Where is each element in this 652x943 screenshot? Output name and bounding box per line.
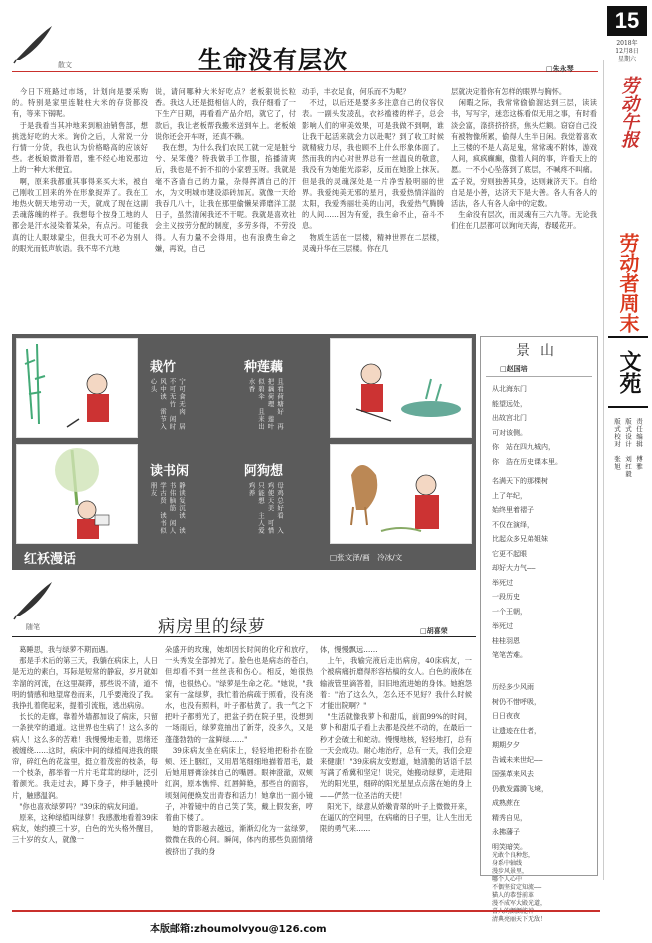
poem-stanza: 历经多少风雨 树仍不惜呼吸， 日日夜夜 让遗迹在仕者， 期期夕夕 告诫未来世纪—— 国强革来风去 仍教发露腾飞境， 成熟蔗在 精秀自见， 永拂藩子 明笑暗笑。: [492, 683, 548, 851]
editor-line: 版式设计 刘红毅: [624, 418, 632, 478]
section-subtitle: 文苑: [616, 350, 641, 394]
comic-series-title: 红袄漫话: [24, 552, 77, 567]
article-column: 葛睡思，我与绿萝不期而遇。 那是手术后的第三天，我躺在病床上，人日是无边的素白，耳际是短常的静寂，岁月就如幸溜的河流，在这里凝滞，那些说不清，道不明的情感和地望席卷而来，几乎要淹没了我。我挣扎着爬起来，提着引流瓶，逃出病房。 长长的走廊，靠着外墙都加设了病床，只留一条狭窄的通道。这世界也生病了！这么多的病人！这么多的苦难！我慢慢地走着，思绪还被缠绕……这时，病床中间的绿植闯进我的眼帘，碎红色的花盆里，挺立着茂密的枝条，每一个枝条，都举着一片片毛茸茸的绿叶，泛引着颜光。我走过去，蹲下身子，伸手触摸叶片，触感温润。 "你也喜欢绿萝吗？"39床的病友问道。 原来，这种绿植叫绿萝！我感激地看着39床病友，她约摸三十岁，白色的光头格外醒目，三十岁的女人，就像一: [12, 645, 158, 845]
page-number-box: 15: [607, 6, 647, 36]
section-subtitle-box: [608, 336, 648, 408]
footer: [150, 920, 327, 935]
date-line-2: 12月8日: [615, 48, 639, 55]
article-column: 说，请问哪种大米好吃点？老板狠说长粒香。我这人还是挺相信人的，我仔细看了一下生产日期，再看看产品介绍，就它了，付款后，我让老板帮我搬米送到车上。老板娘说你还会开车呀，还真不赖。 我在想，为什么我们农民工就一定是脏兮兮、呆笨傻？特我做手工作服，掐播清爽后，我也是不折不扣的小家碧玉呀。我就是毫不吝啬自己的力量，杂得挥洒自己的汗水，为文明城市建设添砖加瓦。就像一天给我吞几八十，让我在那里偷懒呆滞磨洋工混日子，虽然清闲我还不干呢。我就是喜欢社会主义按劳分配的制度，多劳多得，不劳没得。人有力量不会得用，也有浪费生命之嫌，再说，自己: [155, 87, 296, 253]
article-column: 体，慢慢飘远…… 上午，我输完液后走出病房，40床病友，一个被病痛折磨得形容枯槁的女人。白色的液体在输液管里滴答着，旧旧地流进她的身体。她抱怨着："治了这么久，怎么还不见好？我什么时候才能出院啊？" "生活就像我萝卜和甜瓜，前面99%的时间，萝卜和甜瓜子看上去都是没丝不动的，在最后一秒才会破土和蛇动。慢慢地核，轻轻地打，总有一天会成功。耐心地治疗，总有一天，我们会迎来健康！"39床病友安慰道，她清脆的话语千层写满了希冀和坚定！说完，她搬动绿萝，走进阳光的阳光里，细碎的阳光星星点点落在她的身上——俨然一位圣洁的天使！ 阳光下，绿意从娇嫩青翠的叶子上微微开来，在逼仄的空间里，在病痛的日子里，让人生出无限的勇气来……: [320, 645, 472, 834]
article-column: 动手，丰衣足食，何乐而不为呢？ 不过，以后还是要多多注意自己的仪容仪表。一副头发凌乱，衣衫褴褛的样子，总会影响人们的审美效果，可是我做不到啊，谁让我干起活来就会力以赴呢？到了收工时候就精疲力尽，我也顾不上什么形象体面了。然而我的内心对世界总有一丝温良的敬意，我没有为她能光添彩，反而在她脸上抹灰。但是我的灵魂深处是一片净雪般明丽的世界。我爱纯美无邪的星月，我爱热情洋溢的太阳，我爱秀丽壮美的山河，我爱热气腾腾的人间……因为有爱，我生命不止，奋斗不息。 物质生活在一层楼，精神世界在二层楼，灵魂升华在三层楼。你在几: [302, 87, 444, 253]
footer-label: 本版邮箱:: [150, 924, 194, 935]
comic-illustration: [330, 444, 472, 544]
comic-credit: □张文泽/画 冷冰/文: [330, 553, 403, 562]
quill-icon: [12, 24, 54, 64]
footer-email[interactable]: zhoumolvyou@126.com: [194, 924, 327, 935]
comic-poem: 母鸡总好看 入鸡使天美 可惜只能想 主人爱鸡养: [247, 482, 284, 535]
footer-rule: [12, 910, 600, 912]
comic-illustration: [16, 444, 138, 544]
article-author: □胡喜荣: [420, 626, 448, 635]
date-line-1: 2018年: [616, 40, 638, 47]
comic-illustration: [330, 338, 472, 438]
article-title: 病房里的绿萝: [158, 617, 266, 637]
comic-illustration: [16, 338, 138, 438]
comic-title: 栽竹: [150, 360, 177, 375]
section-title: 劳动者周末: [616, 233, 640, 333]
article-author: □朱永琴: [546, 64, 574, 73]
article-column: 层就决定着你有怎样的眼界与胸怀。 闲暇之际，我常常偷偷溜达到三层，读读书，写写字，迷恋这栋看似无用之事，有时看淡会富，涤挤挤挤挤，焦头烂额。窃窃自己没有被物像所累，偷得人生半日闲。我觉着喜欢上三楼的不是人高足鬼，常常魂不附体，游戏人间，疯疯癫癫，傲着人间的事，许看天上的愿。一不小心坠落到了底层，不喊疼不叫痛。孟子说，穷则独善其身，达则兼济天下。自给自足是小善，达济天下是大善。各人有各人的活法，各人有各人命中的定数。 生命没有层次，而灵魂有三六九等。无论我们住在几层都可以询向天海，春暖花开。: [451, 87, 597, 231]
editor-credits: [612, 418, 644, 508]
masthead-logo: 劳动午报: [618, 76, 639, 148]
poem-stanza: 光敢个良种您， 身系中轴线 漫步风景里， 哪个人心中 不偶坚贫定知流—— 猫人的恭誉前革 漫不成军大殿光道， 清典亮丽天下无敌！: [492, 852, 547, 923]
category-label: 散文: [58, 61, 72, 69]
editor-line: 版式校对 张旭: [613, 418, 621, 471]
poem-stanza: 名满天下的那棵树 上了年纪， 始终里着褶子 不仅在演绎， 比起众多兄弟姐妹 它更不起眼 却好大力气—— 举死过 一段历史 一个王朝， 举死过 桂桂羽恩 笔笔苦难。: [492, 477, 548, 659]
article-column: 朵盛开的玫瑰，她却因长时间的化疗和放疗，一头秀发全部掉光了。脸色也是病态的苍白，但却看不到一丝丝丧和伤心。相反，她很热情，也很热心。"绿萝是生命之花。"她说，"我家有一盆绿萝，我忙着治病疏于照看，没有浇水，也没有照料，叶子都枯黄了。我一气之下把叶子都剪光了，把盆子扔在院子里，没想到一场雨后，绿萝竟抽出了新芽，没多久，又是蓬蓬勃勃的一盆鲜绿……" 39床病友坐在病床上，轻轻地把粉扑在脸颊、还上胭红，又用眉笔细细地描着眉毛，最后她用唇膏涂抹自己的嘴唇。眼神澄澈，双颊红润，原本憔悴、红唇鲜艳，那些自的面容，顷刻间便焕发出青春和活力！她拿出一面小镜子，冲着镜中的自己笑了笑，戴上假发套，哼着曲下楼了。 她的背影越去越远，渐渐幻化为一盆绿萝，微微在我的心间。瞬间，体内的那些负面情绪被挤出了我的身: [165, 645, 313, 856]
poem-stanza: 从北海东门 能望远处， 出故宫北门 可对该侧。 你 站在四九城内， 你 浩在历史课本里。: [492, 385, 562, 466]
editor-line: 责任编辑 傅雅: [635, 418, 643, 471]
poem-title: 景山: [516, 343, 564, 359]
date-line-3: 星期六: [617, 56, 636, 63]
comic-poem: 且看荷塘好 再把藕荷理 莲叶似碧伞 且来出水香: [247, 378, 284, 431]
comic-poem: 静读复沉读 读书伟脑筋 闲人学古贤 读书似朋友: [149, 482, 186, 535]
comic-title: 读书闲: [150, 464, 190, 479]
comic-title: 种莲藕: [244, 360, 284, 375]
poem-author: □赵国培: [500, 364, 528, 373]
quill-icon: [12, 580, 54, 620]
article-title: 生命没有层次: [198, 46, 348, 74]
article-column: 今日下班路过市场，计划向是要采购的。特别是家里连鞋柱大米的存货都没有，等来下锅呢。 于是我看当其冲地来到粮油销售部，想挑选好吃的大米。询价之后，人常说一分行情一分货，我也认为价格略高的应该好些。老板娘微滑着眉，雅不经心地说那边上的一种大米便宜。 啊，原来我都重其事得来买大米，被自己刚收工回来的外在形象捉弄了。我在工地热火朝天地劳动一天，就成了现在这副丢魂落魄的样子。我想每个按身工地的人都会是汗水浸染着某朵，有点污。可能我真的让人眼球蒙尘，但我大可不必为别人的眼光而低声软语。我不卑不亢地: [12, 87, 148, 253]
comic-title: 阿狗想: [244, 464, 284, 479]
category-label: 随笔: [26, 623, 40, 631]
sidebar-divider: [603, 60, 604, 880]
poem-rule: [486, 376, 592, 377]
comic-poem: 宁可食无肉 居不可无竹 闲时风中读 雷节入心头: [149, 378, 186, 431]
